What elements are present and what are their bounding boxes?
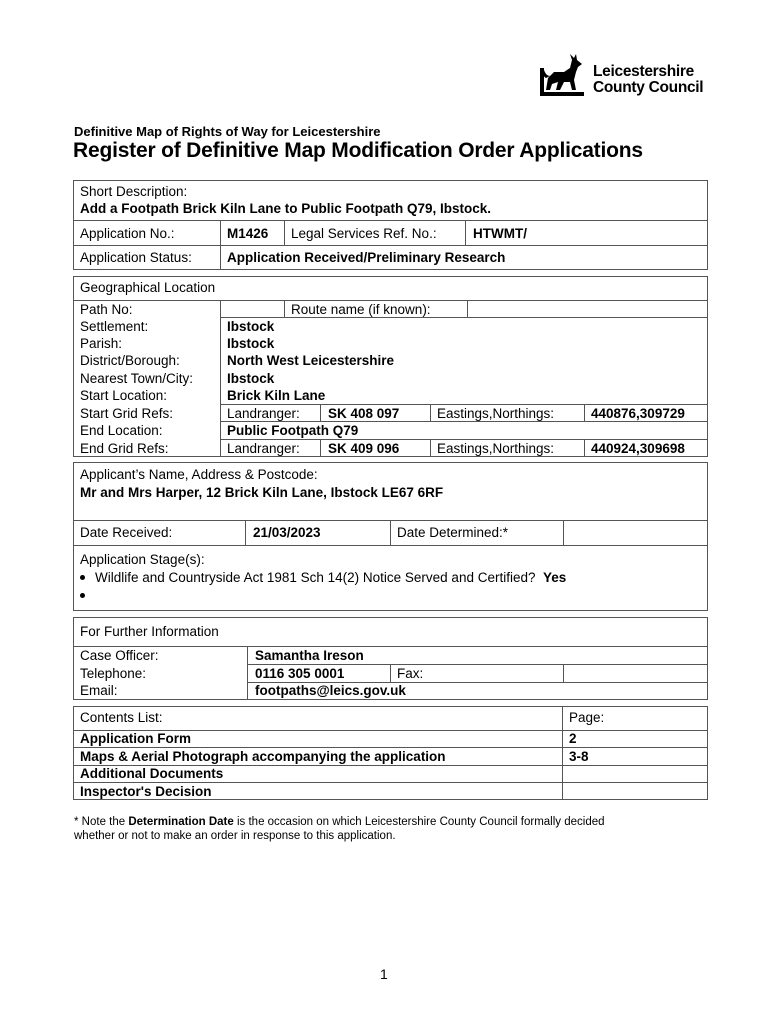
divider — [390, 520, 391, 545]
settlement-label: Settlement: — [80, 319, 149, 334]
divider — [467, 300, 468, 317]
divider — [247, 664, 708, 665]
end-landranger-label: Landranger: — [227, 441, 300, 456]
stage-item-1-answer: Yes — [543, 570, 567, 585]
footnote-prefix: * Note the — [74, 816, 129, 828]
date-determined-label: Date Determined:* — [397, 525, 509, 540]
short-desc-value: Add a Footpath Brick Kiln Lane to Public Footpath Q79, Ibstock. — [80, 201, 492, 216]
short-desc-label: Short Description: — [80, 184, 188, 199]
applicant-label: Applicant’s Name, Address & Postcode: — [80, 467, 318, 482]
divider — [247, 646, 248, 700]
divider — [73, 300, 708, 301]
bullet-icon — [80, 593, 85, 598]
end-eastings-value: 440924,309698 — [591, 441, 685, 456]
start-location-value: Brick Kiln Lane — [227, 388, 326, 403]
divider — [245, 520, 246, 545]
case-officer-label: Case Officer: — [80, 648, 159, 663]
legal-ref-value: HTWMT/ — [473, 226, 527, 241]
divider — [320, 439, 321, 457]
fax-label: Fax: — [397, 666, 424, 681]
stage-item-1-text: Wildlife and Countryside Act 1981 Sch 14(2) Notice Served and Certified? — [95, 570, 536, 585]
district-value: North West Leicestershire — [227, 353, 395, 368]
logo-line1: Leicestershire — [593, 63, 694, 80]
applicant-value: Mr and Mrs Harper, 12 Brick Kiln Lane, Ibstock LE67 6RF — [80, 485, 444, 500]
document-title: Register of Definitive Map Modification Order Applications — [73, 139, 643, 162]
divider — [390, 664, 391, 682]
contents-page: 2 — [569, 731, 577, 746]
page-number: 1 — [380, 966, 388, 982]
fox-logo-icon — [540, 50, 590, 98]
geo-heading: Geographical Location — [80, 280, 216, 295]
town-value: Ibstock — [227, 371, 275, 386]
divider — [430, 404, 431, 421]
logo-text — [593, 64, 703, 96]
start-eastings-value: 440876,309729 — [591, 406, 685, 421]
status-value: Application Received/Preliminary Research — [227, 250, 506, 265]
divider — [563, 664, 564, 682]
app-no-label: Application No.: — [80, 226, 175, 241]
stages-label: Application Stage(s): — [80, 552, 205, 567]
divider — [73, 782, 708, 783]
email-link[interactable]: footpaths@leics.gov.uk — [255, 683, 406, 698]
divider — [430, 439, 431, 457]
start-landranger-value: SK 408 097 — [328, 406, 400, 421]
contents-item: Inspector's Decision — [80, 784, 212, 799]
date-received-value: 21/03/2023 — [253, 525, 321, 540]
end-grid-label: End Grid Refs: — [80, 441, 169, 456]
contents-item: Maps & Aerial Photograph accompanying the application — [80, 749, 446, 764]
start-eastings-label: Eastings,Northings: — [437, 406, 555, 421]
divider — [284, 220, 285, 245]
case-officer-value: Samantha Ireson — [255, 648, 364, 663]
end-eastings-label: Eastings,Northings: — [437, 441, 555, 456]
path-no-label: Path No: — [80, 302, 133, 317]
divider — [220, 404, 708, 405]
footnote-term: Determination Date — [128, 816, 234, 828]
app-no-value: M1426 — [227, 226, 269, 241]
start-location-label: Start Location: — [80, 388, 168, 403]
divider — [220, 439, 708, 440]
divider — [284, 300, 285, 317]
route-name-label: Route name (if known): — [291, 302, 431, 317]
footnote-rest: is the occasion on which Leicestershire County Council formally decided — [233, 816, 605, 828]
divider — [220, 220, 221, 270]
telephone-value: 0116 305 0001 — [255, 666, 345, 681]
end-location-label: End Location: — [80, 423, 163, 438]
settlement-value: Ibstock — [227, 319, 275, 334]
contents-label: Contents List: — [80, 710, 163, 725]
divider — [73, 220, 708, 221]
date-received-label: Date Received: — [80, 525, 173, 540]
page-column-label: Page: — [569, 710, 605, 725]
logo-line2: County Council — [593, 79, 704, 96]
bullet-icon — [80, 575, 85, 580]
end-location-value: Public Footpath Q79 — [227, 423, 359, 438]
document-subtitle: Definitive Map of Rights of Way for Leicestershire — [74, 124, 381, 139]
contents-item: Application Form — [80, 731, 191, 746]
divider — [584, 439, 585, 457]
status-label: Application Status: — [80, 250, 192, 265]
email-label: Email: — [80, 683, 118, 698]
stage-item-1 — [80, 570, 566, 586]
footnote-line2: whether or not to make an order in response to this application. — [74, 830, 396, 842]
further-heading: For Further Information — [80, 624, 219, 639]
divider — [584, 404, 585, 421]
divider — [73, 747, 708, 748]
end-landranger-value: SK 409 096 — [328, 441, 400, 456]
contents-page: 3-8 — [569, 749, 589, 764]
start-landranger-label: Landranger: — [227, 406, 300, 421]
town-label: Nearest Town/City: — [80, 371, 194, 386]
divider — [73, 545, 708, 546]
divider — [320, 404, 321, 421]
contents-item: Additional Documents — [80, 766, 224, 781]
divider — [73, 646, 708, 647]
stage-item-2 — [80, 588, 95, 604]
start-grid-label: Start Grid Refs: — [80, 406, 174, 421]
divider — [220, 300, 221, 457]
divider — [465, 220, 466, 245]
divider — [563, 520, 564, 545]
legal-ref-label: Legal Services Ref. No.: — [291, 226, 437, 241]
council-logo — [540, 50, 712, 100]
district-label: District/Borough: — [80, 353, 180, 368]
divider — [73, 245, 708, 246]
parish-value: Ibstock — [227, 336, 275, 351]
divider — [562, 706, 563, 800]
telephone-label: Telephone: — [80, 666, 147, 681]
parish-label: Parish: — [80, 336, 123, 351]
